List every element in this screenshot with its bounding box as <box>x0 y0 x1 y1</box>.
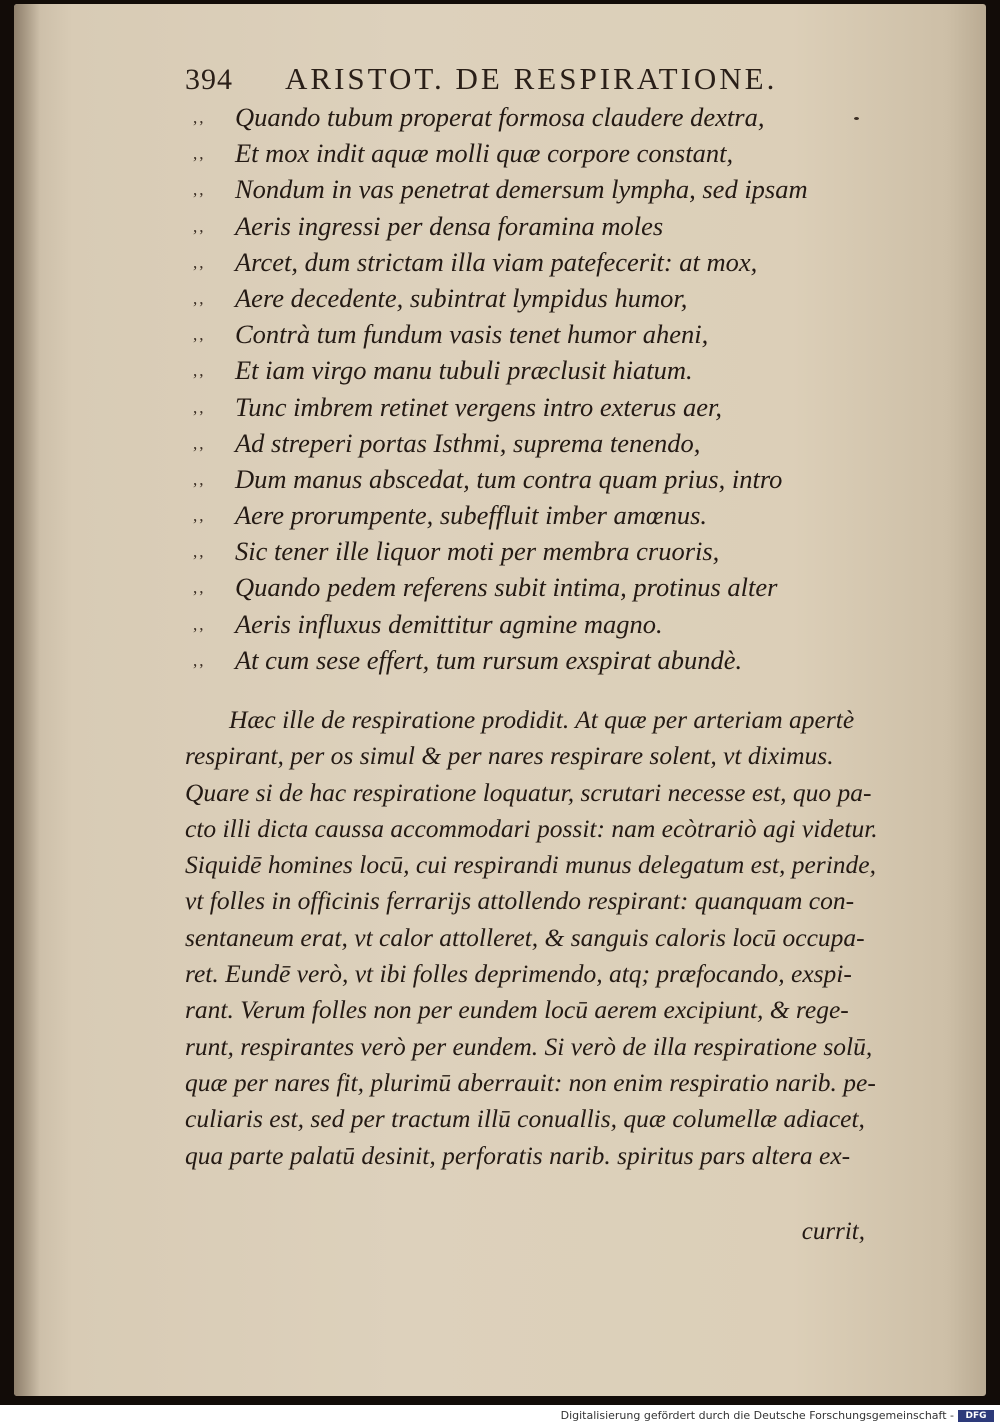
verse-text: Contrà tum fundum vasis tenet humor aheni, <box>235 319 709 350</box>
quote-mark: ,, <box>193 578 206 598</box>
prose-line: vt folles in officinis ferrarijs attollendo respirant: quanquam con- <box>185 886 855 916</box>
ink-speck <box>854 117 859 120</box>
prose-line: sentaneum erat, vt calor attolleret, & sanguis caloris locū occupa- <box>185 922 865 952</box>
prose-line: Quare si de hac respiratione loquatur, scrutari necesse est, quo pa- <box>185 777 872 807</box>
dfg-logo[interactable]: DFG <box>958 1410 994 1422</box>
verse-quotation <box>185 100 845 679</box>
verse-line <box>185 570 845 606</box>
digitization-footer <box>0 1405 1000 1427</box>
verse-line <box>185 209 845 245</box>
verse-text: Sic tener ille liquor moti per membra cruoris, <box>235 536 720 567</box>
quote-mark: ,, <box>193 542 206 562</box>
quote-mark: ,, <box>193 108 206 127</box>
quote-mark: ,, <box>193 180 206 200</box>
page-gutter-shadow <box>14 4 40 1396</box>
verse-text: Aere prorumpente, subeffluit imber amœnus. <box>235 500 708 531</box>
quote-mark: ,, <box>193 216 206 236</box>
verse-text: Nondum in vas penetrat demersum lympha, sed ipsam <box>235 174 808 205</box>
verse-text: Et iam virgo manu tubuli præclusit hiatum. <box>235 355 693 386</box>
verse-line <box>185 245 845 281</box>
catchword: currit, <box>801 1218 865 1245</box>
verse-text: At cum sese effert, tum rursum exspirat abundè. <box>235 644 743 675</box>
verse-text: Quando pedem referens subit intima, protinus alter <box>235 572 778 603</box>
running-head: ARISTOT. DE RESPIRATIONE. <box>285 61 778 96</box>
verse-line <box>185 172 845 208</box>
verse-line <box>185 534 845 570</box>
verse-text: Aere decedente, subintrat lympidus humor, <box>235 282 688 313</box>
page-header <box>185 57 825 105</box>
prose-line: cto illi dicta caussa accommodari possit: nam ecòtrariò agi videtur. <box>185 813 878 843</box>
verse-text: Arcet, dum strictam illa viam patefecerit: at mox, <box>235 246 758 277</box>
prose-line: respirant, per os simul & per nares respirare solent, vt diximus. <box>185 741 834 771</box>
verse-text: Quando tubum properat formosa claudere dextra, <box>235 102 765 132</box>
quote-mark: ,, <box>193 288 206 308</box>
verse-line <box>185 136 845 172</box>
quote-mark: ,, <box>193 397 206 417</box>
quote-mark: ,, <box>193 252 206 272</box>
quote-mark: ,, <box>193 614 206 634</box>
quote-mark: ,, <box>193 325 206 345</box>
prose-line: runt, respirantes verò per eundem. Si verò de illa respiratione solū, <box>185 1031 873 1061</box>
verse-line <box>185 607 845 643</box>
verse-line <box>185 100 845 136</box>
verse-line <box>185 643 845 679</box>
verse-line <box>185 462 845 498</box>
quote-mark: ,, <box>193 433 206 453</box>
prose-line: qua parte palatū desinit, perforatis narib. spiritus pars altera ex- <box>185 1140 851 1170</box>
verse-text: Ad streperi portas Isthmi, suprema tenendo, <box>235 427 701 458</box>
verse-text: Aeris influxus demittitur agmine magno. <box>235 608 663 639</box>
prose-line: rant. Verum folles non per eundem locū aerem excipiunt, & rege- <box>185 995 849 1025</box>
verse-text: Tunc imbrem retinet vergens intro exterus aer, <box>235 391 722 422</box>
verse-line <box>185 353 845 389</box>
quote-mark: ,, <box>193 469 206 489</box>
prose-line: Hæc ille de respiratione prodidit. At quæ per arteriam apertè <box>229 705 855 734</box>
verse-text: Et mox indit aquæ molli quæ corpore constant, <box>235 138 734 169</box>
quote-mark: ,, <box>193 144 206 164</box>
verse-line <box>185 390 845 426</box>
verse-line <box>185 317 845 353</box>
prose-line: culiaris est, sed per tractum illū conuallis, quæ columellæ adiacet, <box>185 1104 865 1134</box>
verse-text: Dum manus abscedat, tum contra quam prius, intro <box>235 463 783 494</box>
verse-line <box>185 281 845 317</box>
funding-credit: Digitalisierung gefördert durch die Deutsche Forschungsgemeinschaft - <box>560 1409 954 1422</box>
quote-mark: ,, <box>193 650 206 670</box>
prose-line: Siquidē homines locū, cui respirandi munus delegatum est, perinde, <box>185 850 877 880</box>
quote-mark: ,, <box>193 506 206 526</box>
prose-line: quæ per nares fit, plurimū aberrauit: non enim respiratio narib. pe- <box>185 1067 876 1097</box>
prose-line: ret. Eundē verò, vt ibi folles deprimendo, atq; præfocando, exspi- <box>185 959 852 989</box>
commentary-paragraph <box>185 702 878 1174</box>
verse-line <box>185 498 845 534</box>
verse-line <box>185 426 845 462</box>
verse-text: Aeris ingressi per densa foramina moles <box>235 210 664 241</box>
page-number: 394 <box>185 63 233 96</box>
quote-mark: ,, <box>193 361 206 381</box>
